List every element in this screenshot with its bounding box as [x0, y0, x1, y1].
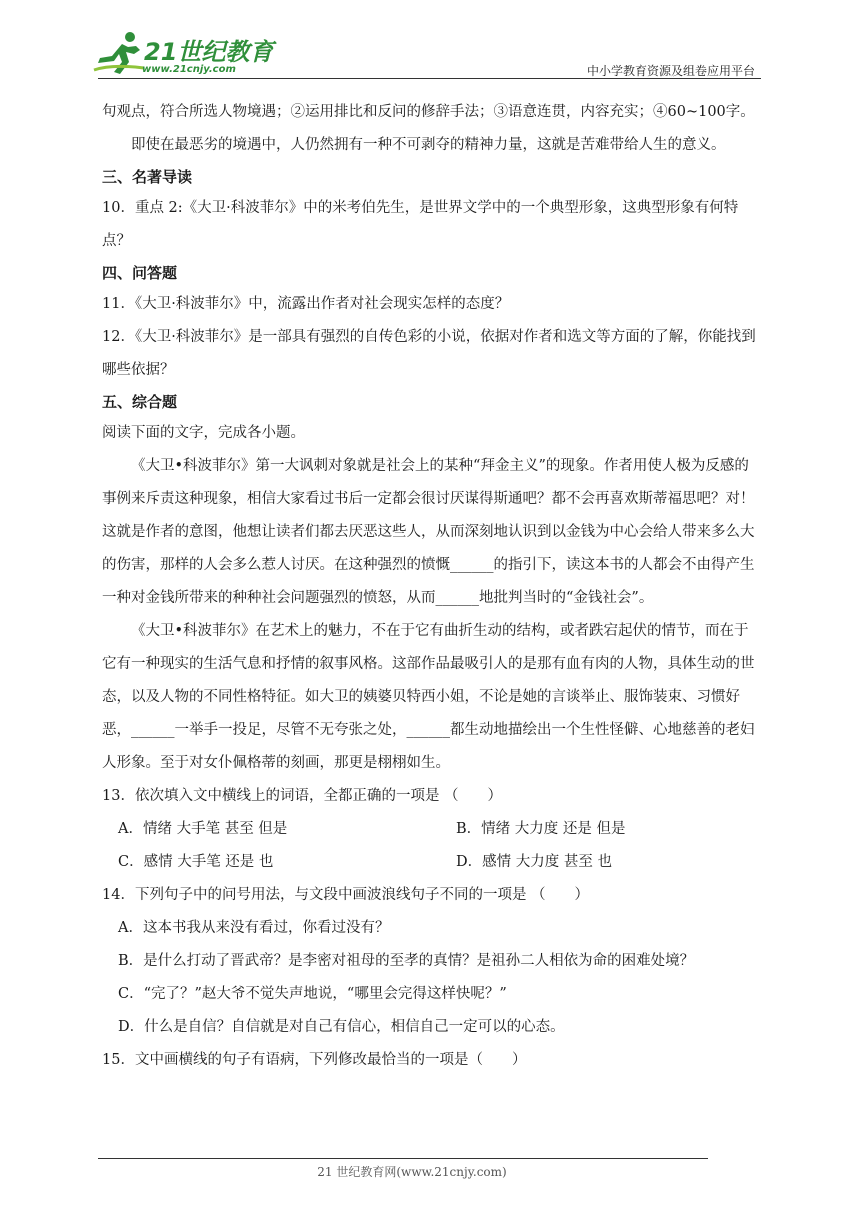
option-a[interactable]: A．这本书我从来没有看过，你看过没有？	[118, 920, 390, 936]
logo-text: 21世纪教育	[144, 38, 274, 66]
option-d[interactable]: D．什么是自信？自信就是对自己有信心，相信自己一定可以的心态。	[118, 1019, 565, 1035]
option-a[interactable]: A．情绪 大手笔 甚至 但是	[118, 821, 288, 837]
section-heading: 四、问答题	[102, 264, 178, 282]
option-c[interactable]: C．“完了？”赵大爷不觉失声地说，“哪里会完得这样快呢？”	[118, 986, 507, 1002]
option-row	[102, 813, 762, 846]
document-body	[102, 96, 762, 1077]
header-divider	[98, 78, 761, 79]
page-header	[0, 0, 860, 90]
question-13: 13．依次填入文中横线上的词语，全都正确的一项是 （ ）	[102, 788, 503, 804]
option-b[interactable]: B．情绪 大力度 还是 但是	[456, 821, 626, 837]
runner-logo-icon	[92, 30, 148, 76]
platform-name: 中小学教育资源及组卷应用平台	[586, 64, 755, 78]
question-15: 15．文中画横线的句子有语病，下列修改最恰当的一项是（ ）	[102, 1052, 527, 1068]
question-14: 14．下列句子中的问号用法，与文段中画波浪线句子不同的一项是 （ ）	[102, 887, 590, 903]
question-10: 10．重点 2:《大卫·科波菲尔》中的米考伯先生，是世界文学中的一个典型形象，这典型形象有何特点？	[102, 200, 739, 249]
logo[interactable]	[92, 30, 274, 80]
question-12: 12．《大卫·科波菲尔》是一部具有强烈的自传色彩的小说，依据对作者和选文等方面的了解，你能找到哪些依据？	[102, 329, 756, 378]
page-footer[interactable]: 21 世纪教育网(www.21cnjy.com)	[317, 1165, 507, 1179]
footer-divider	[98, 1158, 708, 1159]
paragraph: 即使在最恶劣的境遇中，人仍然拥有一种不可剥夺的精神力量，这就是苦难带给人生的意义。	[131, 137, 726, 153]
option-d[interactable]: D．感情 大力度 甚至 也	[456, 854, 612, 870]
reading-paragraph: 《大卫•科波菲尔》第一大讽刺对象就是社会上的某种“拜金主义”的现象。作者用使人极为反感的事例来斥责这种现象，相信大家看过书后一定都会很讨厌谋得斯通吧？都不会再喜欢斯蒂福思吧？对！这就是作者的意图，他想让读者们都去厌恶这些人，从而深刻地认识到以金钱为中心会给人带来多么大的伤害，那样的人会多么惹人讨厌。在这种强烈的愤慨______的指引下，读这本书的人都会不由得产生一种对金钱所带来的种种社会问题强烈的愤怒，从而______地批判当时的“金钱社会”。	[102, 458, 755, 606]
option-b[interactable]: B．是什么打动了晋武帝？是李密对祖母的至孝的真情？是祖孙二人相依为命的困难处境？	[118, 953, 695, 969]
instruction: 阅读下面的文字，完成各小题。	[102, 425, 305, 441]
paragraph: 句观点，符合所选人物境遇；②运用排比和反问的修辞手法；③语意连贯，内容充实；④60~100字。	[102, 104, 755, 120]
question-11: 11．《大卫·科波菲尔》中，流露出作者对社会现实怎样的态度？	[102, 296, 510, 312]
option-c[interactable]: C．感情 大手笔 还是 也	[118, 854, 274, 870]
option-row	[102, 846, 762, 879]
section-heading: 五、综合题	[102, 393, 178, 411]
logo-url: www.21cnjy.com	[142, 64, 236, 75]
section-heading: 三、名著导读	[102, 168, 193, 186]
reading-paragraph: 《大卫•科波菲尔》在艺术上的魅力，不在于它有曲折生动的结构，或者跌宕起伏的情节，而在于它有一种现实的生活气息和抒情的叙事风格。这部作品最吸引人的是那有血有肉的人物，具体生动的世态，以及人物的不同性格特征。如大卫的姨婆贝特西小姐，不论是她的言谈举止、服饰装束、习惯好恶，______一举手一投足，尽管不无夸张之处，______都生动地描绘出一个生性怪僻、心地慈善的老妇人形象。至于对女仆佩格蒂的刻画，那更是栩栩如生。	[102, 623, 755, 771]
